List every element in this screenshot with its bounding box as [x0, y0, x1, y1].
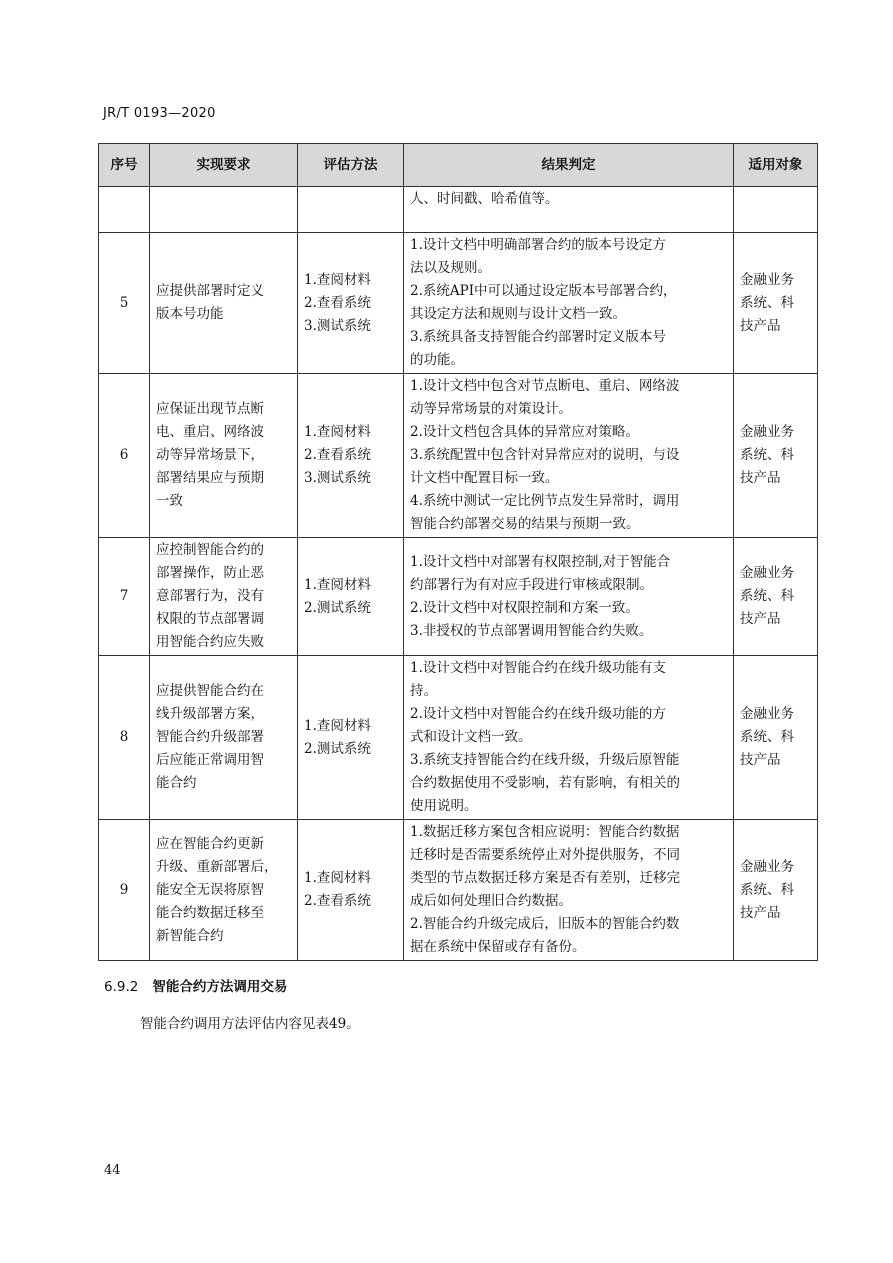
method-line: 2.测试系统: [304, 740, 371, 757]
result-line: 计文档中配置目标一致。: [410, 470, 559, 486]
result-line: 使用说明。: [410, 798, 478, 814]
requirement-line: 电、重启、网络波: [156, 424, 264, 440]
target-line: 系统、科: [740, 588, 794, 604]
cell-method: [298, 538, 404, 656]
target-line: 技产品: [740, 904, 781, 921]
requirement-line: 后应能正常调用智: [156, 752, 264, 768]
result-line: 2.设计文档中对智能合约在线升级功能的方: [410, 706, 666, 722]
method-line: 3.测试系统: [304, 317, 371, 334]
method-line: 1.查阅材料: [304, 870, 371, 886]
cell-target: [734, 374, 818, 538]
result-line: 2.智能合约升级完成后，旧版本的智能合约数: [410, 916, 680, 932]
requirement-line: 升级、重新部署后，: [156, 858, 278, 875]
result-line: 持。: [410, 683, 437, 699]
cell-requirement: [150, 374, 298, 538]
cell-num: 7: [99, 538, 150, 656]
method-line: 1.查阅材料: [304, 576, 371, 593]
result-line: 1.设计文档中明确部署合约的版本号设定方: [410, 237, 666, 253]
col-header-requirement: 实现要求: [150, 144, 298, 187]
requirement-line: 用智能合约应失败: [156, 634, 264, 650]
table-row: [99, 538, 818, 656]
result-line: 合约数据使用不受影响，若有影响，有相关的: [410, 775, 680, 791]
section-heading: [104, 975, 287, 995]
cell-num: 5: [99, 233, 150, 374]
target-line: 金融业务: [740, 424, 794, 440]
requirement-line: 动等异常场景下，: [156, 447, 264, 463]
result-line: 3.系统支持智能合约在线升级，升级后原智能: [410, 752, 680, 768]
result-line: 类型的节点数据迁移方案是否有差别，迁移完: [410, 870, 680, 886]
target-line: 系统、科: [740, 881, 794, 898]
page-number: 44: [104, 1163, 121, 1178]
result-line: 成后如何处理旧合约数据。: [410, 893, 572, 909]
result-line: 1.数据迁移方案包含相应说明：智能合约数据: [410, 824, 680, 840]
result-line: 智能合约部署交易的结果与预期一致。: [410, 516, 640, 532]
requirement-line: 新智能合约: [156, 927, 224, 944]
cell-result: [404, 233, 734, 374]
result-line: 约部署行为有对应手段进行审核或限制。: [410, 576, 653, 593]
requirement-line: 能安全无误将原智: [156, 881, 264, 898]
result-line: 1.设计文档中包含对节点断电、重启、网络波: [410, 378, 680, 394]
col-header-result: 结果判定: [404, 144, 734, 187]
cell-num: [99, 187, 150, 233]
cell-method: [298, 374, 404, 538]
requirement-line: 版本号功能: [156, 306, 224, 322]
table-row: [99, 233, 818, 374]
cell-result: [404, 187, 734, 233]
cell-result: [404, 374, 734, 538]
cell-target: [734, 187, 818, 233]
result-line: 2.系统API中可以通过设定版本号部署合约，: [410, 283, 677, 299]
result-line: 4.系统中测试一定比例节点发生异常时，调用: [410, 493, 680, 509]
requirement-line: 应在智能合约更新: [156, 835, 264, 852]
target-line: 金融业务: [740, 858, 794, 875]
cell-requirement: [150, 656, 298, 820]
requirement-line: 应保证出现节点断: [156, 401, 264, 417]
requirement-line: 一致: [156, 493, 183, 509]
result-line: 1.设计文档中对部署有权限控制,对于智能合: [410, 553, 671, 570]
cell-target: [734, 820, 818, 961]
method-line: 3.测试系统: [304, 470, 371, 486]
method-line: 1.查阅材料: [304, 717, 371, 734]
result-line: 3.系统具备支持智能合约部署时定义版本号: [410, 329, 666, 345]
cell-target: [734, 233, 818, 374]
cell-num: 8: [99, 656, 150, 820]
result-line: 迁移时是否需要系统停止对外提供服务，不同: [410, 847, 680, 863]
result-line: 3.非授权的节点部署调用智能合约失败。: [410, 622, 653, 639]
target-line: 金融业务: [740, 565, 794, 581]
continuation-row: [99, 187, 818, 233]
method-line: 1.查阅材料: [304, 424, 371, 440]
section-number: 6.9.2: [104, 979, 139, 995]
result-line: 法以及规则。: [410, 260, 491, 276]
cell-result: [404, 656, 734, 820]
cell-result: [404, 820, 734, 961]
result-line: 1.设计文档中对智能合约在线升级功能有支: [410, 660, 666, 676]
requirement-line: 权限的节点部署调: [156, 611, 264, 627]
requirement-line: 应提供智能合约在: [156, 683, 264, 699]
table-row: [99, 820, 818, 961]
col-header-target: 适用对象: [734, 144, 818, 187]
result-line: 3.系统配置中包含针对异常应对的说明，与设: [410, 447, 680, 463]
target-line: 系统、科: [740, 729, 794, 745]
col-header-num: 序号: [99, 144, 150, 187]
requirement-line: 能合约数据迁移至: [156, 904, 264, 921]
table-row: [99, 656, 818, 820]
target-line: 金融业务: [740, 271, 794, 288]
result-line: 人、时间戳、哈希值等。: [410, 191, 559, 207]
cell-num: 9: [99, 820, 150, 961]
body-paragraph: 智能合约调用方法评估内容见表49。: [140, 1016, 360, 1032]
target-line: 系统、科: [740, 294, 794, 311]
table-row: [99, 374, 818, 538]
col-header-method: 评估方法: [298, 144, 404, 187]
requirement-line: 应提供部署时定义: [156, 283, 264, 299]
target-line: 技产品: [740, 611, 781, 627]
method-line: 2.查看系统: [304, 893, 371, 909]
result-line: 的功能。: [410, 352, 464, 368]
requirement-line: 智能合约升级部署: [156, 729, 264, 745]
target-line: 技产品: [740, 752, 781, 768]
result-line: 2.设计文档包含具体的异常应对策略。: [410, 424, 639, 440]
cell-result: [404, 538, 734, 656]
table-header-row: [99, 144, 818, 187]
method-line: 2.测试系统: [304, 599, 371, 616]
target-line: 金融业务: [740, 706, 794, 722]
result-line: 2.设计文档中对权限控制和方案一致。: [410, 599, 639, 616]
requirement-line: 能合约: [156, 775, 197, 791]
cell-method: [298, 187, 404, 233]
cell-requirement: [150, 187, 298, 233]
result-line: 据在系统中保留或存有备份。: [410, 939, 586, 955]
result-line: 其设定方法和规则与设计文档一致。: [410, 306, 626, 322]
requirement-line: 意部署行为，没有: [156, 588, 264, 604]
method-line: 2.查看系统: [304, 447, 371, 463]
requirement-line: 部署操作，防止恶: [156, 565, 264, 581]
cell-requirement: [150, 820, 298, 961]
method-line: 2.查看系统: [304, 294, 371, 311]
cell-target: [734, 656, 818, 820]
requirements-table: [98, 143, 818, 961]
target-line: 系统、科: [740, 447, 794, 463]
requirement-line: 应控制智能合约的: [156, 542, 264, 558]
cell-target: [734, 538, 818, 656]
requirement-line: 部署结果应与预期: [156, 470, 264, 486]
target-line: 技产品: [740, 470, 781, 486]
target-line: 技产品: [740, 317, 781, 334]
cell-requirement: [150, 233, 298, 374]
result-line: 式和设计文档一致。: [410, 729, 532, 745]
requirement-line: 线升级部署方案，: [156, 706, 264, 722]
document-id: JR/T 0193—2020: [103, 106, 216, 121]
cell-method: [298, 820, 404, 961]
cell-method: [298, 233, 404, 374]
cell-num: 6: [99, 374, 150, 538]
result-line: 动等异常场景的对策设计。: [410, 401, 572, 417]
method-line: 1.查阅材料: [304, 271, 371, 288]
cell-requirement: [150, 538, 298, 656]
section-title: 智能合约方法调用交易: [152, 979, 288, 995]
cell-method: [298, 656, 404, 820]
